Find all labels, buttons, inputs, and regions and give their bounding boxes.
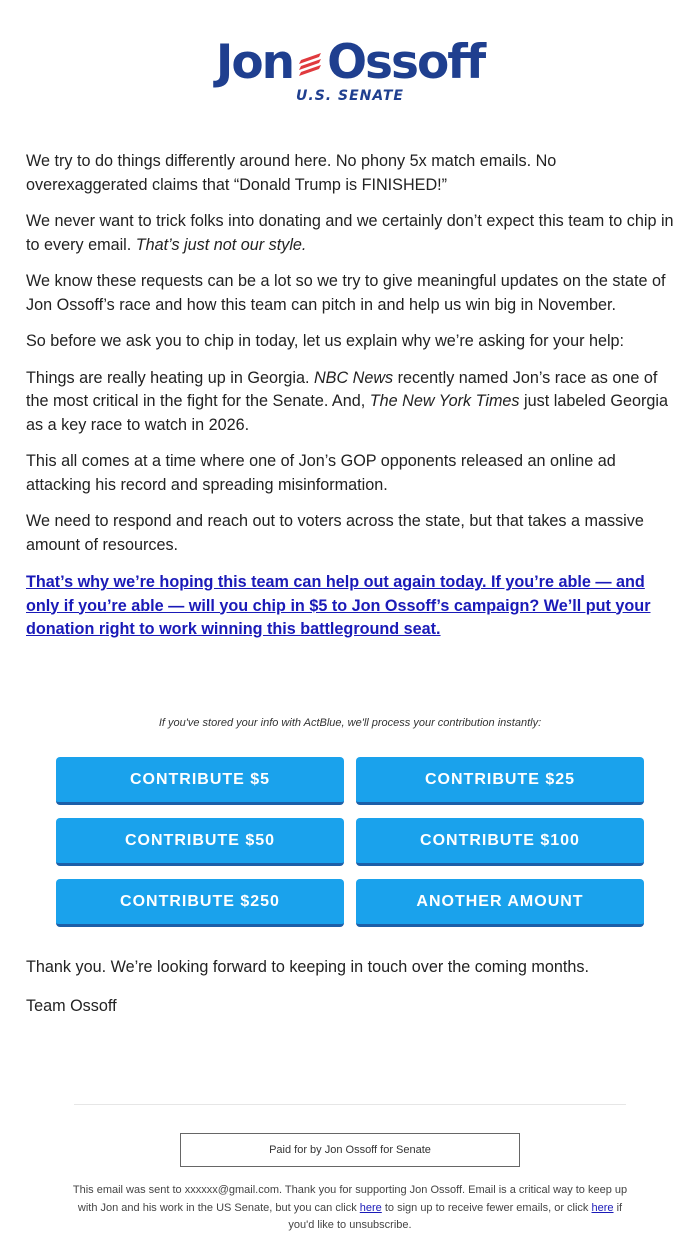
paragraph-intro: We try to do things differently around here. No phony 5x match emails. No overexaggerated claims that “Donald Trump is FINISHED!” [26, 152, 557, 194]
paragraph-resources: We need to respond and reach out to voters across the state, but that takes a massive amount of resources. [26, 512, 644, 554]
another-amount-button[interactable]: ANOTHER AMOUNT [356, 879, 644, 927]
campaign-logo [0, 34, 700, 104]
thank-you-text: Thank you. We’re looking forward to keeping in touch over the coming months. [26, 958, 589, 976]
paragraph-no-tricks: We never want to trick folks into donating and we certainly don’t expect this team to chip in to every email. That’s just not our style. [26, 212, 674, 254]
contribute-25-button[interactable]: CONTRIBUTE $25 [356, 757, 644, 805]
email-closing [26, 956, 676, 1033]
paragraph-explain: So before we ask you to chip in today, let us explain why we’re asking for your help: [26, 332, 625, 350]
fewer-emails-link[interactable]: here [359, 1201, 382, 1214]
contribute-button-grid [56, 757, 644, 927]
paragraph-updates: We know these requests can be a lot so we try to give meaningful updates on the state of Jon Ossoff’s race and how this team can pitch in and help us win big in November. [26, 272, 666, 314]
paid-for-box: Paid for by Jon Ossoff for Senate [180, 1133, 520, 1167]
contribute-5-button[interactable]: CONTRIBUTE $5 [56, 757, 344, 805]
footer-divider [74, 1104, 626, 1105]
logo-first-name: Jon [215, 35, 294, 90]
logo-last-name: Ossoff [327, 35, 485, 90]
donate-cta [26, 571, 676, 642]
logo-wordmark [216, 34, 484, 92]
logo-dash-icon [295, 48, 325, 78]
signature: Team Ossoff [26, 996, 117, 1015]
footer-text: This email was sent to xxxxxx@gmail.com. Thank you for supporting Jon Ossoff. Email is a critical way to keep up with Jon and his work in the US Senate, but you can click here to sign up to receive fewer emails, or click here if you'd like to unsubscribe. [72, 1184, 628, 1231]
email-body [26, 150, 676, 655]
contribute-50-button[interactable]: CONTRIBUTE $50 [56, 818, 344, 866]
paragraph-opponent-ad: This all comes at a time where one of Jon’s GOP opponents released an online ad attacking his record and spreading misinformation. [26, 452, 616, 494]
contribute-250-button[interactable]: CONTRIBUTE $250 [56, 879, 344, 927]
actblue-note: If you've stored your info with ActBlue, we'll process your contribution instantly: [158, 717, 542, 729]
contribute-100-button[interactable]: CONTRIBUTE $100 [356, 818, 644, 866]
paragraph-georgia: Things are really heating up in Georgia. NBC News recently named Jon’s race as one of the most critical in the fight for the Senate. And, The New York Times just labeled Georgia as a key race to watch in 2026. [26, 368, 669, 434]
unsubscribe-link[interactable]: here [591, 1201, 614, 1214]
donate-link[interactable]: That’s why we’re hoping this team can help out again today. If you’re able — and only if you’re able — will you chip in $5 to Jon Ossoff’s campaign? We’ll put your donation right to work winning this battleground seat. [26, 573, 651, 638]
logo-subtitle: U.S. SENATE [296, 88, 404, 104]
